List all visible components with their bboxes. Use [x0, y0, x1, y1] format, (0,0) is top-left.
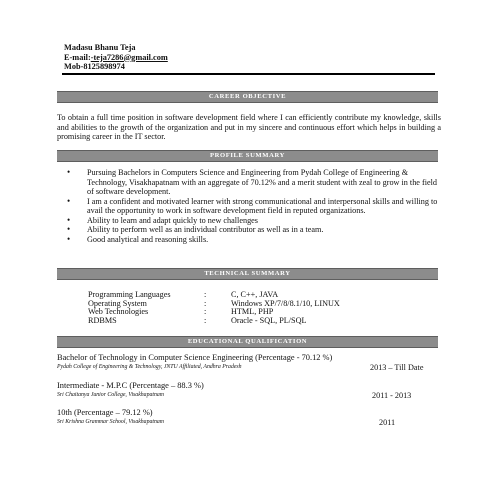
- institution-name: Sri Chaitanya Junior College, Visakhapatnam: [57, 392, 164, 398]
- bullet-icon: •: [67, 224, 71, 234]
- career-objective-text: To obtain a full time position in software development field where I can efficiently contribute my knowledge, skills and abilities to the growth of the organization and put in my sincere and continuous effort which helps in building a promising career in the IT sector.: [57, 113, 441, 142]
- profile-summary-heading: PROFILE SUMMARY: [57, 150, 438, 162]
- education-entry: [57, 353, 447, 371]
- skill-value: HTML, PHP: [231, 307, 274, 317]
- degree-title: Intermediate - M.P.C (Percentage – 88.3 %): [57, 381, 204, 390]
- header-divider: [62, 73, 435, 75]
- skill-label: Operating System: [88, 298, 147, 308]
- bullet-icon: •: [67, 214, 71, 225]
- profile-summary-list: [62, 168, 438, 244]
- technical-summary-heading: TECHNICAL SUMMARY: [57, 268, 438, 280]
- bullet-icon: •: [67, 233, 71, 244]
- list-item: • Ability to learn and adapt quickly to new challenges: [67, 214, 258, 225]
- skill-label: RDBMS: [88, 316, 117, 326]
- list-item: • I am a confident and motivated learner with strong communicational and interpersonal skills and willing to avail the opportunity to work in software development field in reputed organizations.: [67, 195, 438, 215]
- skill-value: C, C++, JAVA: [231, 290, 279, 299]
- email-line: [64, 53, 168, 63]
- career-objective-heading: CAREER OBJECTIVE: [57, 91, 438, 103]
- resume-page: Madasu Bhanu Teja E-mail:-teja7286@gmail.com Mob-8125898974 CAREER OBJECTIVE To obtain a full time position in software development field where I can efficiently contribute my knowledge, skills and abilities to the growth of the organization and put in my sincere and continuous effort which helps in building a promising career in the IT sector. PROFILE SUMMARY • Pursuing Bachelors in Computers Science and Engineering from Pydah College of Engineering & Technology, Visakhapatnam with an aggregate of 70.12% and a merit student with zeal to grow in the field of software development. • I am a confident and motivated learner with strong communicational and interpersonal skills and willing to avail the opportunity to work in software development field in reputed organizations. • Ability to learn and adapt quickly to new challenges • Ability to perform well as an individual contributor as well as in a team. • Good analytical and reasoning skills. TECHNICAL SUMMARY Programming Languages : C, C++, JAVA Operating System : Windows XP/7/8/8.1/10, LINUX Web Technologies : HTML, PHP RDBMS : Oracle - SQL, PL/SQL EDUCATIONAL QUALIFICATION Bachelor of Technology in Computer Science Engineering (Percentage - 70.12 %) Pydah College of Engineering & Technology, JNTU Affiliated, Andhra Pradesh 2013 – Till Date Intermediate - M.P.C (Percentage – 88.3 %) Sri Chaitanya Junior College, Visakhapatnam 2011 - 2013 10th (Percentage – 79.12 %) Sri Krishna Grammar School, Visakhapatnam 2011: [0, 0, 495, 495]
- bullet-icon: •: [67, 167, 71, 177]
- education-heading: EDUCATIONAL QUALIFICATION: [57, 336, 438, 348]
- skill-label: Programming Languages: [88, 290, 171, 299]
- bullet-icon: •: [67, 195, 71, 206]
- contact-header: [64, 43, 168, 72]
- list-item: • Ability to perform well as an individual contributor as well as in a team.: [67, 224, 324, 234]
- list-item: • Good analytical and reasoning skills.: [67, 233, 209, 244]
- skill-value: Windows XP/7/8/8.1/10, LINUX: [231, 298, 340, 308]
- skill-label: Web Technologies: [88, 307, 149, 317]
- education-entry: [57, 381, 447, 399]
- mobile-number: Mob-8125898974: [64, 62, 125, 71]
- institution-name: Sri Krishna Grammar School, Visakhapatnam: [57, 419, 164, 425]
- institution-name: Pydah College of Engineering & Technology, JNTU Affiliated, Andhra Pradesh: [57, 364, 242, 370]
- list-item: • Pursuing Bachelors in Computers Science and Engineering from Pydah College of Engineering & Technology, Visakhapatnam with an aggregate of 70.12% and a merit student with zeal to grow in the field of software development.: [67, 167, 437, 196]
- education-years: 2011 - 2013: [372, 391, 412, 400]
- candidate-name: Madasu Bhanu Teja: [64, 43, 136, 52]
- education-entry: [57, 408, 447, 426]
- education-years: 2013 – Till Date: [370, 363, 424, 372]
- degree-title: 10th (Percentage – 79.12 %): [57, 408, 153, 417]
- education-years: 2011: [379, 418, 396, 427]
- skill-value: Oracle - SQL, PL/SQL: [231, 316, 307, 326]
- email-link[interactable]: -teja7286@gmail.com: [90, 52, 168, 62]
- degree-title: Bachelor of Technology in Computer Science Engineering (Percentage - 70.12 %): [57, 353, 333, 362]
- email-label: E-mail:: [64, 52, 91, 62]
